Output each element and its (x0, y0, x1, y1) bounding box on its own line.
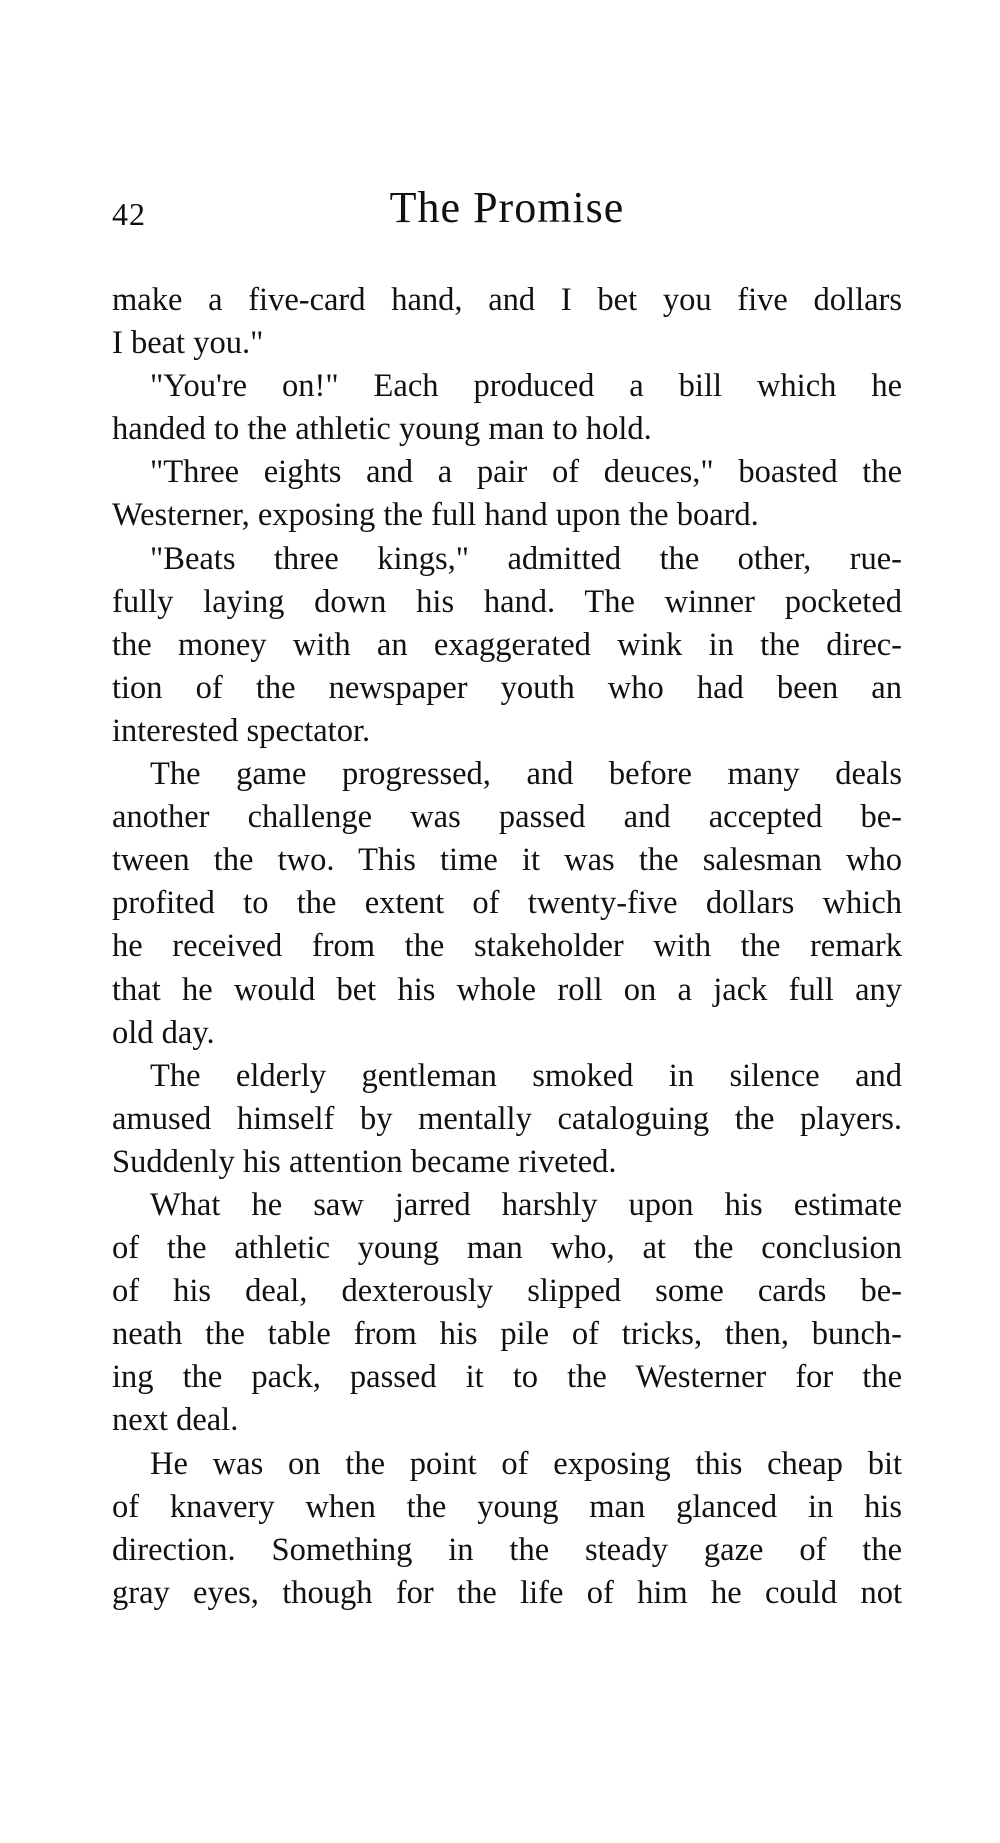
text-line: fully laying down his hand. The winner pocketed (112, 583, 902, 620)
text-line: profited to the extent of twenty-five dollars which (112, 885, 902, 922)
text-line: I beat you." (112, 325, 264, 362)
text-line: make a five-card hand, and I bet you five dollars (112, 282, 902, 318)
text-line: old day. (112, 1014, 215, 1051)
running-title: The Promise (389, 183, 625, 232)
text-line: neath the table from his pile of tricks, then, bunch- (112, 1316, 902, 1353)
text-line: tween the two. This time it was the salesman who (112, 842, 902, 879)
text-line: "You're on!" Each produced a bill which he (150, 368, 902, 405)
text-line: "Three eights and a pair of deuces," boasted the (150, 454, 902, 491)
running-head (112, 180, 902, 240)
text-line: another challenge was passed and accepted be- (112, 799, 902, 836)
text-line: the money with an exaggerated wink in the direc- (112, 626, 902, 663)
text-line: amused himself by mentally cataloguing the players. (112, 1100, 902, 1137)
text-line: The elderly gentleman smoked in silence and (150, 1057, 902, 1094)
text-line: direction. Something in the steady gaze of the (112, 1531, 902, 1568)
text-line: gray eyes, though for the life of him he could not (112, 1574, 902, 1611)
text-line: of the athletic young man who, at the conclusion (112, 1230, 902, 1267)
text-line: handed to the athletic young man to hold. (112, 411, 652, 448)
text-line: he received from the stakeholder with the remark (112, 928, 902, 965)
text-line: The game progressed, and before many deals (150, 756, 902, 793)
text-line: ing the pack, passed it to the Westerner for the (112, 1359, 902, 1396)
body-text (112, 279, 902, 1615)
text-line: next deal. (112, 1402, 239, 1439)
text-line: tion of the newspaper youth who had been an (112, 669, 902, 706)
text-line: What he saw jarred harshly upon his estimate (150, 1186, 902, 1223)
text-line: of knavery when the young man glanced in his (112, 1488, 902, 1525)
page-number: 42 (112, 196, 146, 232)
text-line: that he would bet his whole roll on a jack full any (112, 971, 902, 1008)
text-line: interested spectator. (112, 712, 371, 749)
text-line: Suddenly his attention became riveted. (112, 1143, 617, 1180)
text-line: of his deal, dexterously slipped some cards be- (112, 1273, 902, 1310)
text-line: Westerner, exposing the full hand upon the board. (112, 497, 759, 534)
text-line: He was on the point of exposing this cheap bit (150, 1445, 902, 1482)
text-line: "Beats three kings," admitted the other, rue- (150, 540, 902, 577)
